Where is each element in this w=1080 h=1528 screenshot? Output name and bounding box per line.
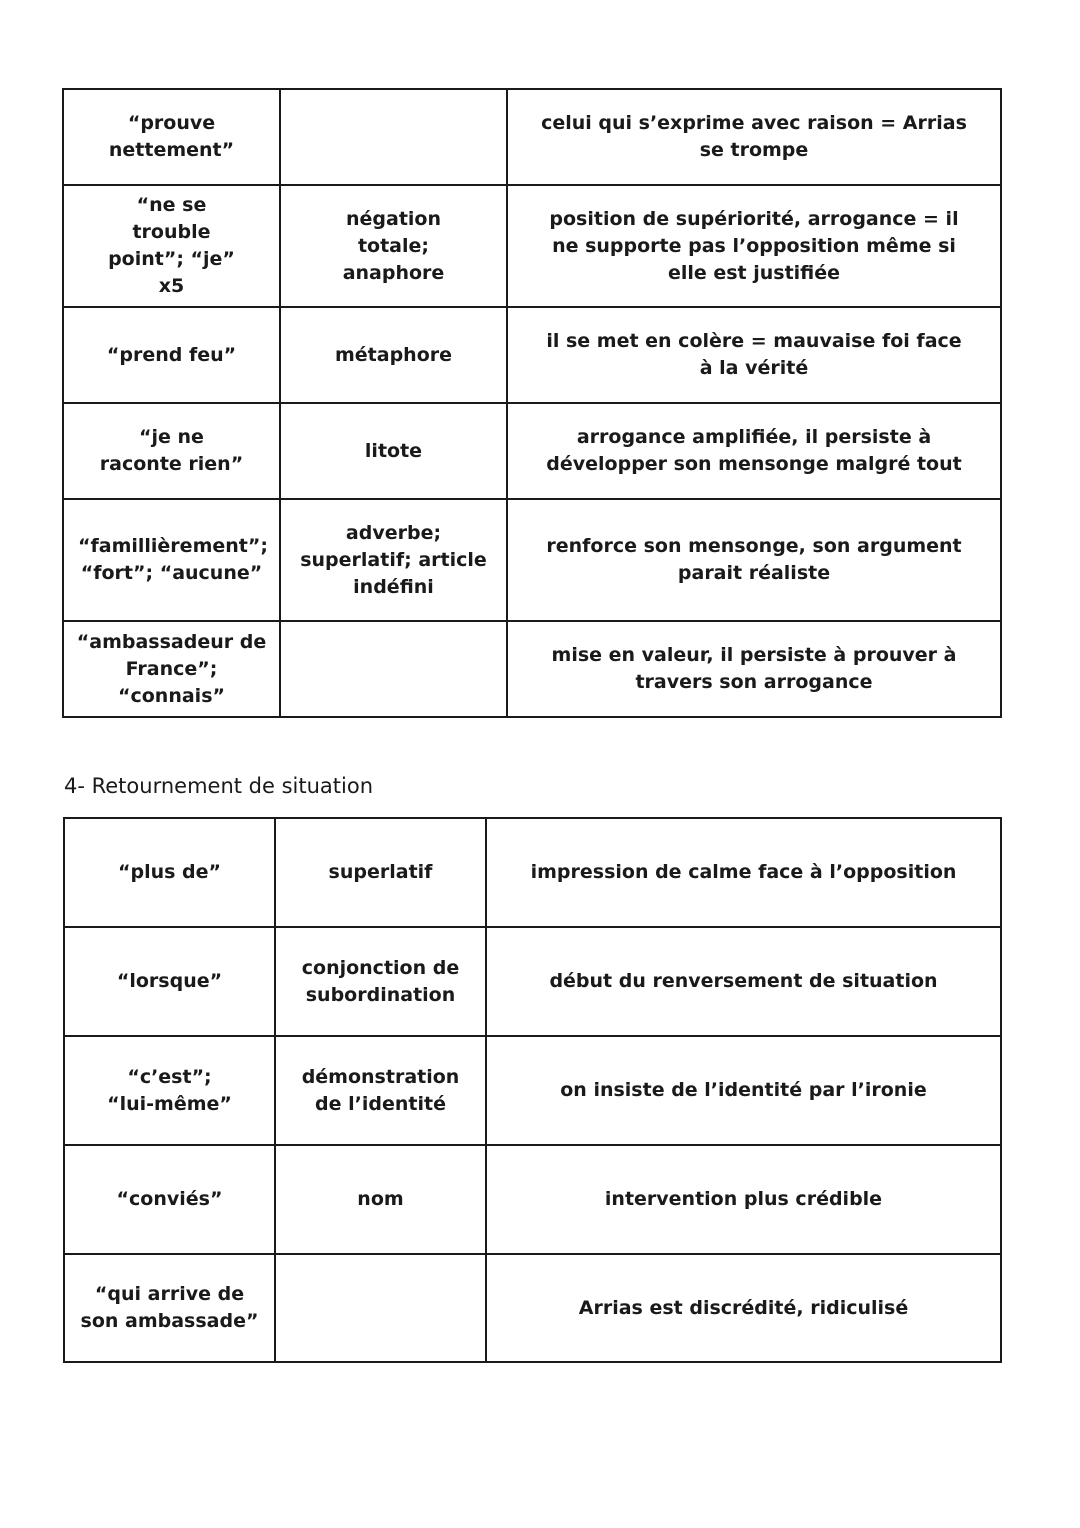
- table-row: [63, 403, 1001, 499]
- interpretation-cell: début du renversement de situation: [486, 927, 1001, 1036]
- interpretation-cell: celui qui s’exprime avec raison = Arrias se trompe: [507, 89, 1001, 185]
- analysis-table-part-4: [63, 817, 1002, 1363]
- table-row: [64, 927, 1001, 1036]
- figure-cell: métaphore: [280, 307, 507, 403]
- figure-cell: négation totale; anaphore: [280, 185, 507, 307]
- table-row: [63, 307, 1001, 403]
- figure-cell: [280, 89, 507, 185]
- citation-cell: “prouve nettement”: [63, 89, 280, 185]
- citation-cell: “plus de”: [64, 818, 275, 927]
- interpretation-cell: intervention plus crédible: [486, 1145, 1001, 1254]
- section-heading: 4- Retournement de situation: [64, 774, 374, 798]
- interpretation-cell: Arrias est discrédité, ridiculisé: [486, 1254, 1001, 1362]
- figure-cell: adverbe; superlatif; article indéfini: [280, 499, 507, 621]
- citation-cell: “lorsque”: [64, 927, 275, 1036]
- table-row: [63, 621, 1001, 717]
- table-row: [63, 499, 1001, 621]
- table-row: [64, 1145, 1001, 1254]
- interpretation-cell: mise en valeur, il persiste à prouver à travers son arrogance: [507, 621, 1001, 717]
- interpretation-cell: impression de calme face à l’opposition: [486, 818, 1001, 927]
- table-row: [63, 185, 1001, 307]
- citation-cell: “je ne raconte rien”: [63, 403, 280, 499]
- figure-cell: superlatif: [275, 818, 486, 927]
- interpretation-cell: position de supériorité, arrogance = il ne supporte pas l’opposition même si elle est justifiée: [507, 185, 1001, 307]
- interpretation-cell: il se met en colère = mauvaise foi face à la vérité: [507, 307, 1001, 403]
- citation-cell: “ambassadeur de France”; “connais”: [63, 621, 280, 717]
- figure-cell: [280, 621, 507, 717]
- table-row: [64, 1254, 1001, 1362]
- citation-cell: “prend feu”: [63, 307, 280, 403]
- interpretation-cell: renforce son mensonge, son argument parait réaliste: [507, 499, 1001, 621]
- figure-cell: démonstration de l’identité: [275, 1036, 486, 1145]
- citation-cell: “conviés”: [64, 1145, 275, 1254]
- interpretation-cell: arrogance amplifiée, il persiste à développer son mensonge malgré tout: [507, 403, 1001, 499]
- citation-cell: “famillièrement”; “fort”; “aucune”: [63, 499, 280, 621]
- figure-cell: litote: [280, 403, 507, 499]
- interpretation-cell: on insiste de l’identité par l’ironie: [486, 1036, 1001, 1145]
- citation-cell: “ne se trouble point”; “je” x5: [63, 185, 280, 307]
- figure-cell: nom: [275, 1145, 486, 1254]
- figure-cell: [275, 1254, 486, 1362]
- citation-cell: “qui arrive de son ambassade”: [64, 1254, 275, 1362]
- table-row: [64, 818, 1001, 927]
- table-row: [63, 89, 1001, 185]
- figure-cell: conjonction de subordination: [275, 927, 486, 1036]
- analysis-table-part-3: [62, 88, 1002, 718]
- table-row: [64, 1036, 1001, 1145]
- citation-cell: “c’est”; “lui-même”: [64, 1036, 275, 1145]
